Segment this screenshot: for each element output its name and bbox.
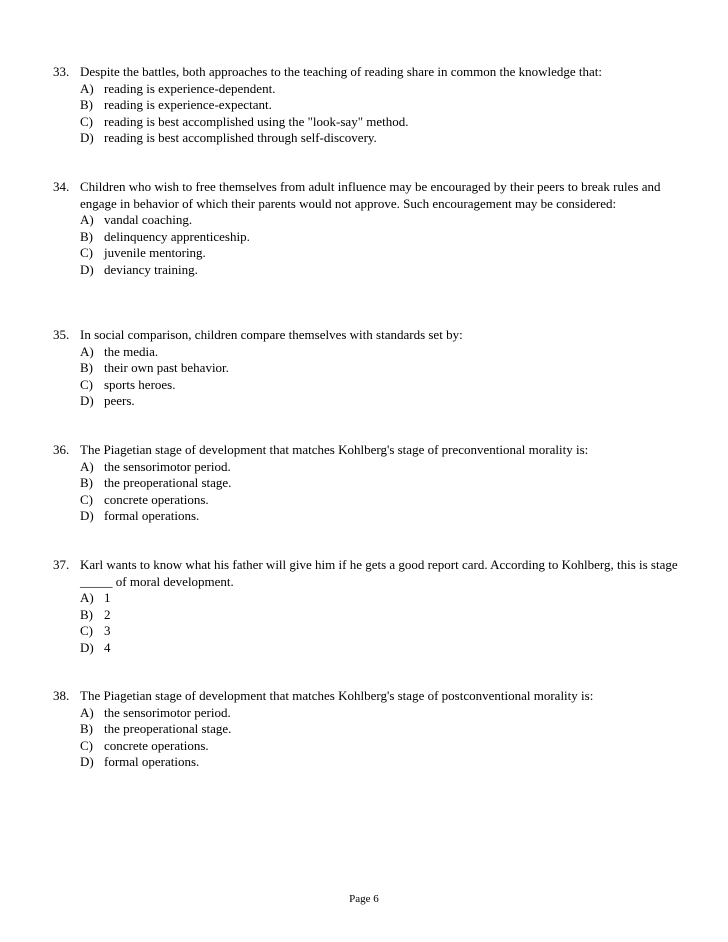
option-c: C) juvenile mentoring.: [80, 245, 206, 260]
option-a: A) 1: [80, 590, 111, 605]
question-number: 36.: [53, 442, 70, 457]
option-d: D) peers.: [80, 393, 135, 408]
option-a: A) the media.: [80, 343, 159, 359]
option-b: B) delinquency apprenticeship.: [80, 228, 250, 244]
option-a: A) reading is experience-dependent.: [80, 80, 276, 96]
option-b: B) their own past behavior.: [80, 360, 229, 375]
question-number: 38.: [53, 688, 70, 703]
question-33: [53, 64, 693, 147]
option-c: C) concrete operations.: [80, 737, 209, 753]
option-a: A) the sensorimotor period.: [80, 458, 231, 474]
option-a: A) vandal coaching.: [80, 212, 193, 227]
option-d: D) formal operations.: [80, 754, 200, 769]
option-b: B) the preoperational stage.: [80, 721, 232, 736]
page-number: Page 6: [349, 893, 379, 905]
option-b: B) reading is experience-expectant.: [80, 97, 272, 112]
question-number: 33.: [53, 64, 70, 79]
question-text: Children who wish to free themselves from adult influence may be encouraged by their peers to break rules and engage in behavior of which their parents would not approve. Such encouragement may be considered:: [80, 179, 661, 211]
option-d: D) deviancy training.: [80, 261, 198, 277]
option-d: D) reading is best accomplished through self-discovery.: [80, 130, 377, 145]
option-a: A) the sensorimotor period.: [80, 704, 231, 720]
question-text: The Piagetian stage of development that matches Kohlberg's stage of postconventional morality is:: [80, 688, 594, 703]
question-text: Despite the battles, both approaches to the teaching of reading share in common the knowledge that:: [80, 64, 603, 79]
option-d: D) 4: [80, 639, 111, 655]
question-37: [53, 557, 693, 656]
option-b: B) the preoperational stage.: [80, 475, 232, 490]
question-38: [53, 688, 693, 771]
question-number: 37.: [53, 557, 70, 572]
question-text: In social comparison, children compare themselves with standards set by:: [80, 327, 463, 342]
option-b: B) 2: [80, 606, 111, 622]
option-d: D) formal operations.: [80, 508, 200, 523]
option-c: C) reading is best accomplished using the "look-say" method.: [80, 113, 409, 129]
question-text: The Piagetian stage of development that matches Kohlberg's stage of preconventional morality is:: [80, 442, 589, 457]
question-number: 35.: [53, 327, 70, 342]
option-c: C) sports heroes.: [80, 376, 176, 392]
option-c: C) 3: [80, 623, 111, 638]
question-35: [53, 327, 693, 410]
question-number: 34.: [53, 179, 70, 194]
question-36: [53, 442, 693, 525]
question-34: [53, 179, 693, 278]
option-c: C) concrete operations.: [80, 491, 209, 507]
question-text: Karl wants to know what his father will give him if he gets a good report card. According to Kohlberg, this is stage _____ of moral development.: [80, 557, 678, 589]
